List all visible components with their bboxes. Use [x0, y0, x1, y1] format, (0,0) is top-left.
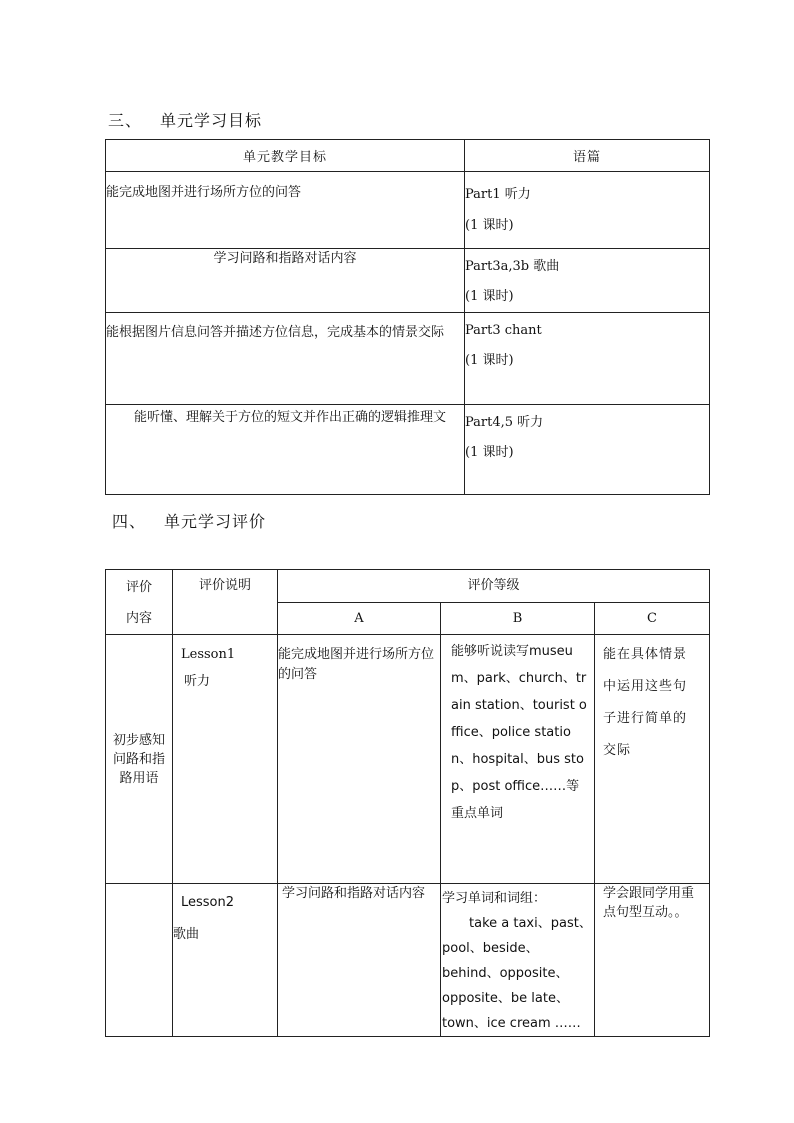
goal-text: 能听懂、理解关于方位的短文并作出正确的逻辑推理文	[134, 410, 447, 425]
period-line: (1 课时)	[465, 445, 514, 460]
goal-cell	[106, 405, 465, 495]
goal-cell: 学习问路和指路对话内容	[106, 249, 465, 313]
table-row	[106, 635, 710, 884]
lesson-type: 听力	[184, 674, 211, 689]
header-grade-c: C	[595, 602, 710, 635]
section-4-heading	[112, 509, 266, 532]
section-3-number: 三、	[108, 111, 143, 130]
header-grade-b: B	[441, 602, 595, 635]
section-4-number: 四、	[112, 512, 147, 531]
text-line: Part3 chant	[465, 323, 542, 338]
goal-cell: 能完成地图并进行场所方位的问答	[106, 172, 465, 249]
goal-cell: 能根据图片信息问答并描述方位信息，完成基本的情景交际	[106, 313, 465, 405]
header-desc: 评价说明	[173, 570, 278, 635]
table-row	[106, 249, 710, 313]
header-goal: 单元教学目标	[106, 140, 465, 172]
grade-a-cell: 能完成地图并进行场所方位的问答	[278, 635, 441, 884]
grade-c-cell: 能在具体情景中运用这些句子进行简单的交际	[595, 635, 710, 884]
table-row	[106, 172, 710, 249]
header-content-line: 内容	[125, 611, 152, 626]
lesson-type: 歌曲	[173, 927, 200, 942]
table-header-row	[106, 570, 710, 603]
section-3-heading	[108, 108, 262, 131]
section-3-title: 单元学习目标	[160, 111, 263, 130]
header-grade-a: A	[278, 602, 441, 635]
grade-a-cell: 学习问路和指路对话内容	[278, 884, 441, 1037]
table-row	[106, 405, 710, 495]
evaluation-table	[105, 569, 710, 1037]
grade-b-text: take a taxi、past、pool、beside、behind、opposite、opposite、be late、town、ice cream ……	[442, 916, 592, 1031]
text-line: Part1 听力	[465, 187, 531, 202]
text-cell	[465, 249, 710, 313]
grade-b-cell	[441, 884, 595, 1037]
section-4-title: 单元学习评价	[164, 512, 267, 531]
text-cell	[465, 313, 710, 405]
grade-b-cell: 能够听说读写museum、park、church、train station、tourist office、police station、hospital、bus stop、post office……等重点单词	[441, 635, 595, 884]
lesson-name: Lesson2	[181, 895, 235, 910]
text-line: Part4,5 听力	[465, 415, 544, 430]
group-empty-cell	[106, 884, 173, 1037]
period-line: (1 课时)	[465, 218, 514, 233]
period-line: (1 课时)	[465, 289, 514, 304]
lesson-cell	[173, 635, 278, 884]
teaching-goals-table	[105, 139, 710, 495]
text-line: Part3a,3b 歌曲	[465, 259, 560, 274]
header-content	[106, 570, 173, 635]
table-row	[106, 313, 710, 405]
grade-c-cell: 学会跟同学用重点句型互动。。	[595, 884, 710, 1037]
table-row	[106, 884, 710, 1037]
text-cell	[465, 172, 710, 249]
table-header-row	[106, 140, 710, 172]
period-line: (1 课时)	[465, 353, 514, 368]
header-text: 语篇	[465, 140, 710, 172]
lesson-cell	[173, 884, 278, 1037]
text-cell	[465, 405, 710, 495]
header-grade: 评价等级	[278, 570, 710, 603]
group-label-cell: 初步感知问路和指路用语	[106, 635, 173, 884]
lesson-name: Lesson1	[181, 647, 236, 662]
header-content-line: 评价	[125, 580, 152, 595]
grade-b-title: 学习单词和词组：	[442, 891, 547, 906]
